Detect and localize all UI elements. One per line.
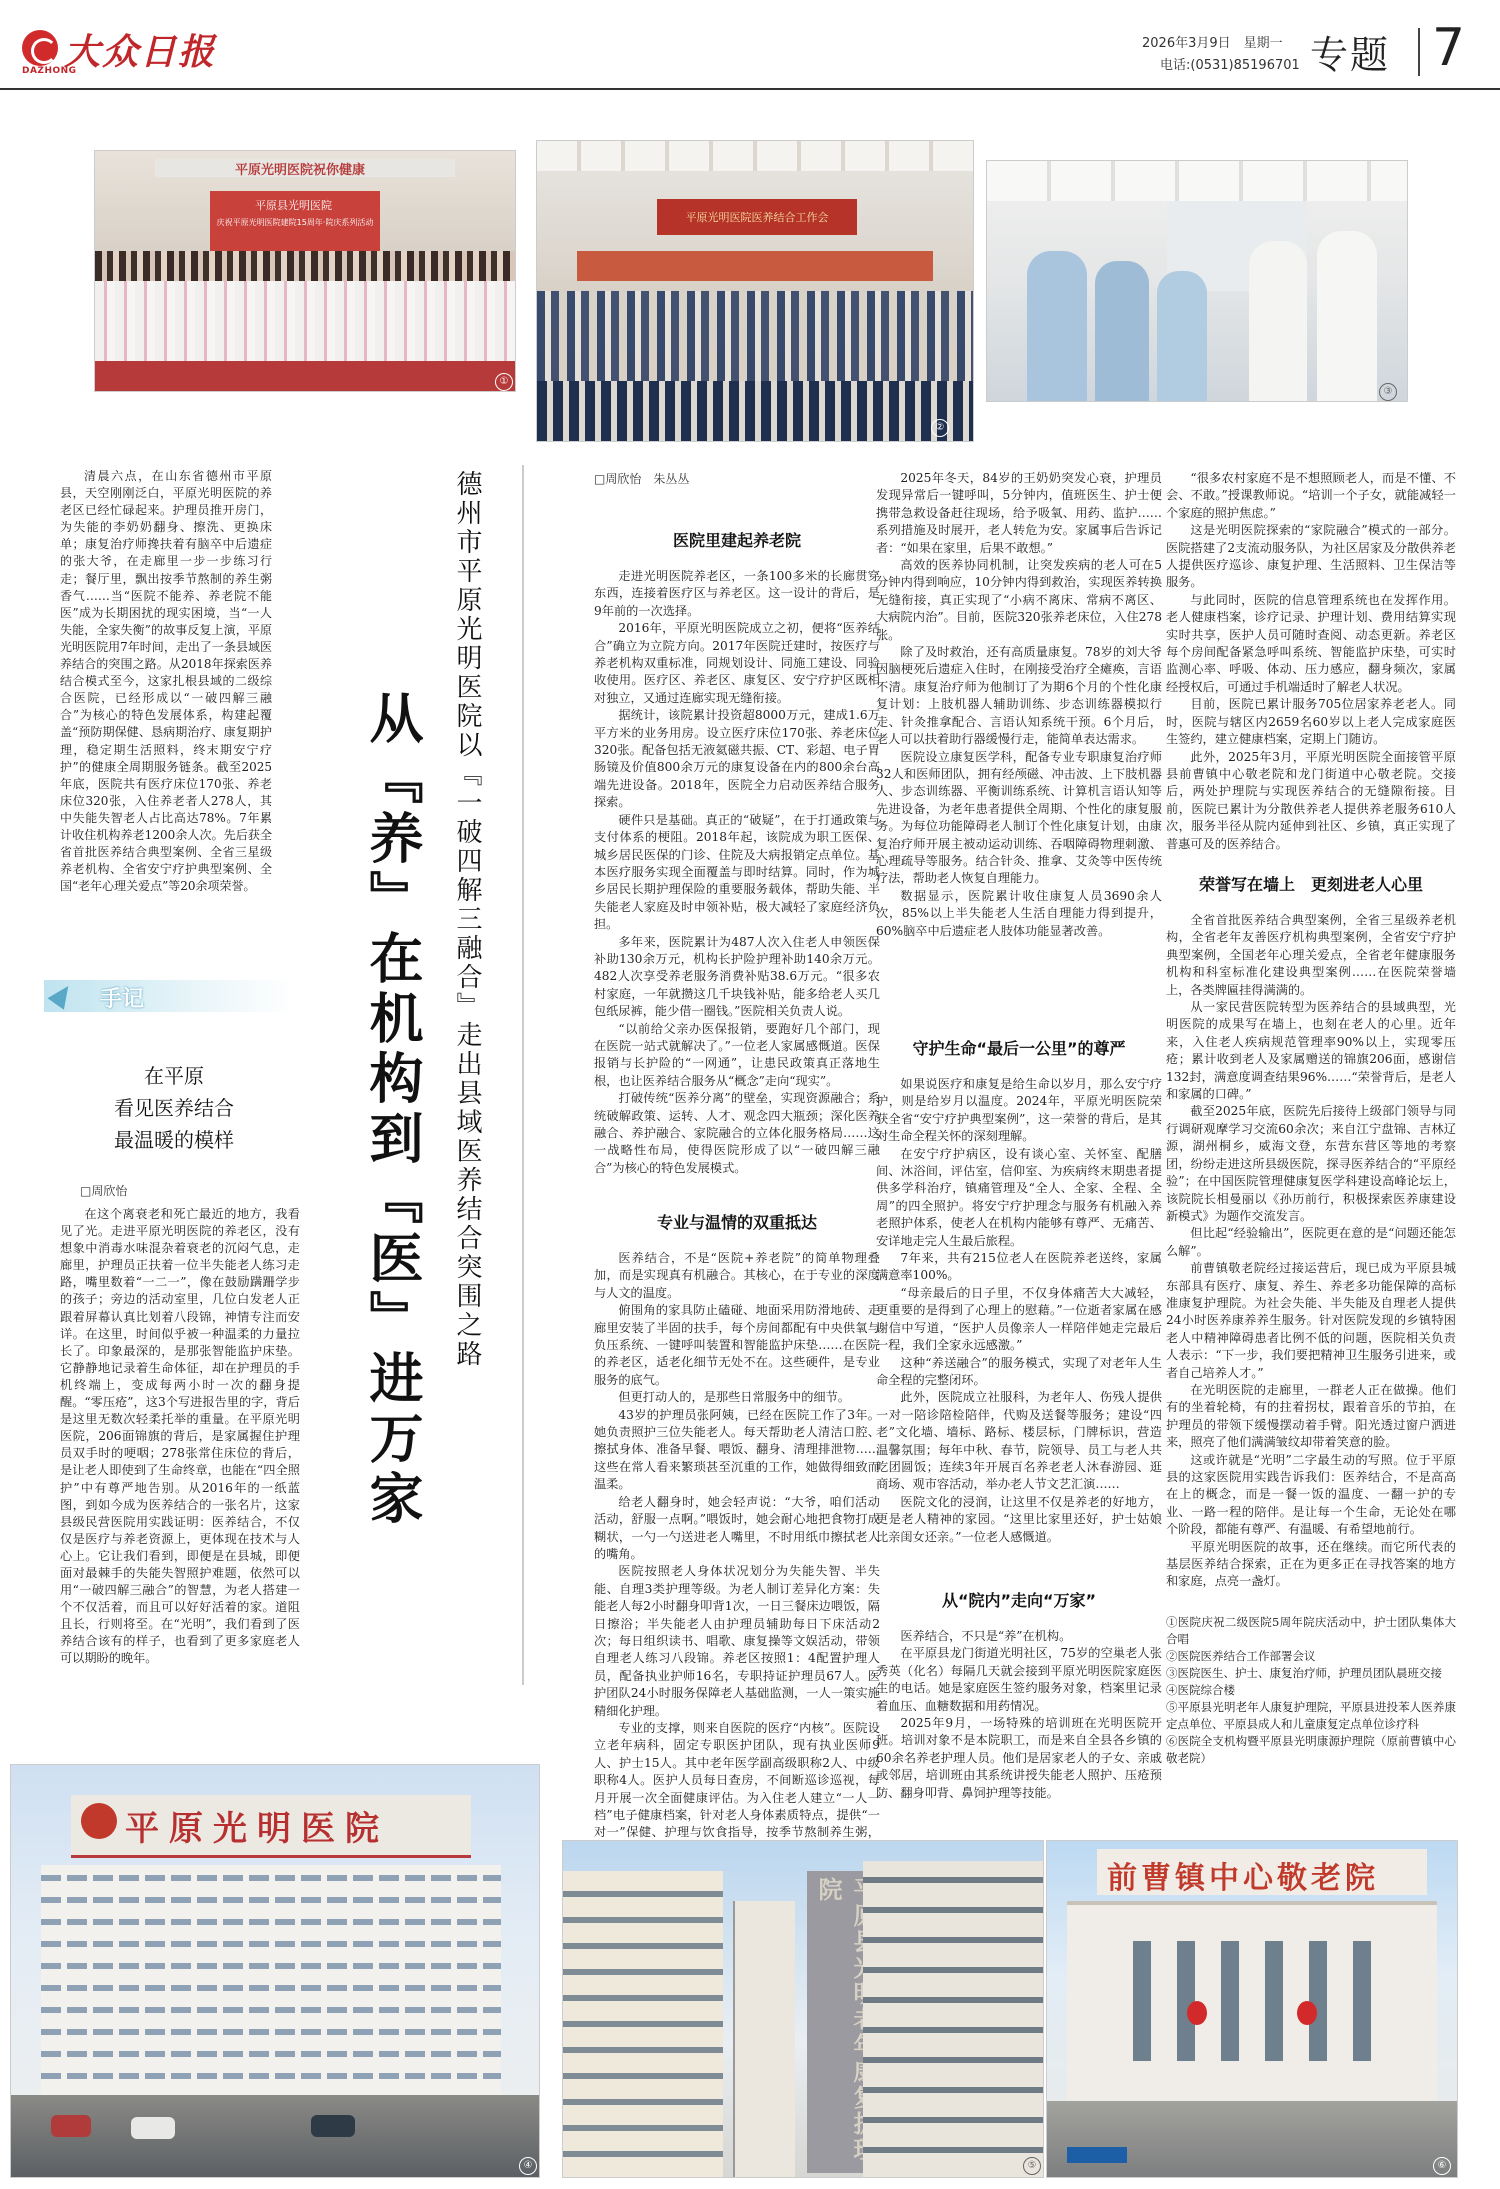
photo-hospital-building [10,1764,540,2178]
sidebar-title-line: 看见医养结合 [114,1096,234,1120]
banner-text: 庆祝平原光明医院建院15周年·院庆系列活动 [216,218,374,227]
photo-work-meeting [536,140,974,442]
section-heading: 专业与温情的双重抵达 [656,1213,817,1232]
article-column-2: 2025年冬天，84岁的王奶奶突发心衰，护理员发现异常后一键呼叫，5分钟内，值班医生、护士便携带急救设备赶往现场，给予吸氧、用药、监护……系列措施及时展开，老人转危为安。家属事后告诉记者：“如果在家里，后果不敢想。” 高效的医养协同机制，让突发疾病的老人可在5分钟内得到响应，10分钟内得到救治，实现医养转换无缝衔接，真正实现了“小病不离床、常病不离区、大病院内治”。目前，医院320张养老床位，入住278张。 除了及时救治，还有高质量康复。78岁的刘大爷因脑梗死后遗症入住时，在刚接受治疗全瘫痪，言语不清。康复治疗师为他制订了为期6个月的个性化康复计划：上肢机器人辅助训练、步态训练器模拟行走、针灸推拿配合、言语认知系统干预。6个月后，老人可以扶着助行器缓慢行走，能简单表达需求。 医院设立康复医学科，配备专业专职康复治疗师32人和医师团队，拥有经颅磁、冲击波、上下肢机器人、步态训练器、平衡训练系统、计算机言语认知等先进设备，为老年患者提供全周期、个性化的康复服务。为每位功能障碍老人制订个性化康复计划，由康复治疗师开展主被动运动训练、吞咽障碍物理刺激、心理疏导等服务。结合针灸、推拿、艾灸等中医传统疗法，帮助老人恢复自理能力。 数据显示，医院累计收住康复人员3690余人次，85%以上半失能老人生活自理能力得到提升，60%脑卒中后遗症老人肢体功能显著改善。 [876,471,1162,938]
section-heading: 从“院内”走向“万家” [941,1591,1097,1610]
photo-town-elderly-home [1046,1840,1458,2178]
lantern-icon [1297,2001,1317,2025]
section-heading: 守护生命“最后一公里”的尊严 [912,1039,1126,1058]
contact-phone: 电话:(0531)85196701 [1160,58,1300,73]
newspaper-logo-icon [22,30,58,66]
article-column-2b: 如果说医疗和康复是给生命以岁月，那么安宁疗护，则是给岁月以温度。2024年，平原光明医院荣获全省“安宁疗护典型案例”，这一荣誉的背后，是其对生命全程关怀的深刻理解。 在安宁疗护病区，设有谈心室、关怀室、配膳间、沐浴间，评估室，信仰室、为疾病终末期患者提供多学科治疗，镇痛管理及“全人、全家、全程、全周”的四全照护。将安宁疗护理念与服务有机融入养老照护体系，使老人在机构内能够有尊严、无痛苦、安详地走完人生最后旅程。 7年来，共有215位老人在医院养老送终，家属满意率100%。 “母亲最后的日子里，不仅身体痛苦大大减轻，更重要的是得到了心理上的慰藉。”一位逝者家属在感谢信中写道，“医护人员像亲人一样陪伴她走完最后一程，我们全家永远感激。” 这种“养送融合”的服务模式，实现了对老年人生命全程的完整闭环。 此外，医院成立社服科，为老年人、伤残人提供一对一陪诊陪检陪伴，代购及送餐等服务；建设“四老”文化墙、墙标、路标、楼层标，门牌标识，营造温馨氛围；每年中秋、春节，院领导、员工与老人共吃团圆饭；连续3年开展百名养老老人沐春游园、逛商场、观市容活动，举办老人节文艺汇演…… 医院文化的浸润，让这里不仅是养老的好地方，更是老人精神的家园。“这里比家里还好，护士姑娘比亲闺女还亲。”一位老人感慨道。 [876,1077,1162,1544]
photo-rehab-nursing-home [562,1840,1044,2178]
header-rule [0,88,1500,90]
sidebar-title-line: 在平原 [144,1064,204,1088]
page-number: 7 [1432,18,1466,78]
lantern-icon [1187,2001,1207,2025]
sidebar-body: 在这个离衰老和死亡最近的地方，我看见了光。走进平原光明医院的养老区，没有想象中消毒水味混杂着衰老的沉闷气息，走廊里，护理员正扶着一位半失能老人练习走路，嘴里数着“一二一”，像在鼓励蹒跚学步的孩子；旁边的活动室里，几位白发老人正跟着屏幕认真比划着八段锦，神情专注而安详。在这里，时间似乎被一种温柔的力量拉长了。印象最深的，是那张智能监护床垫。它静静地记录着生命体征，却在护理员的手机终端上，变成每两小时一次的翻身提醒。“零压疮”，这3个写进报告里的字，背后是这里无数次轻柔托举的重量。在平原光明医院，206面锦旗的背后，是家属握住护理员双手时的哽咽；278张常住床位的背后，是让老人即使到了生命终章，也能在“四全照护”中有尊严地告别。从2016年的一纸蓝图，到如今成为医养结合的一张名片，这家县级民营医院用实践证明：医养结合，不仅仅是医疗与养老资源上，更体现在技术与人心上。它让我们看到，即便是在县城，即便面对最棘手的失能失智照护难题，依然可以用“一破四解三融合”的智慧，为老人搭建一个不仅活着，而且可以好好活着的家。道阻且长，行则将至。在“光明”，我们看到了医养结合该有的样子，也看到了更多家庭老人可以期盼的晚年。 [60,1207,300,1666]
photo-number-tag: ② [931,419,949,437]
photo-shift-handover [986,160,1408,402]
newspaper-logo-text: 大众日报 [64,31,217,73]
article-column-3: “很多农村家庭不是不想照顾老人，而是不懂、不会、不敢。”授课教师说。“培训一个子女，就能减轻一个家庭的照护焦虑。” 这是光明医院探索的“家院融合”模式的一部分。医院搭建了2支流动服务队，为社区居家及分散供养老人提供医疗巡诊、康复护理、生活照料、卫生保洁等服务。 与此同时，医院的信息管理系统也在发挥作用。老人健康档案，诊疗记录、护理计划、费用结算实现实时共享，医护人员可随时查阅、动态更新。养老区每个房间配备紧急呼叫系统、智能监护床垫，可实时监测心率、呼吸、体动、压力感应，翻身频次，家属经授权后，可通过手机端适时了解老人状况。 目前，医院已累计服务705位居家养老老人。同时，医院与辖区内2659名60岁以上老人完成家庭医生签约，建立健康档案，定期上门随访。 此外，2025年3月，平原光明医院全面接管平原县前曹镇中心敬老院和龙门街道中心敬老院。交接后，两处护理院与实现医养结合的无缝隙衔接。目前，医院已累计为分散供养老人提供养老服务610人次，服务半径从院内延伸到社区、乡镇，真正实现了普惠可及的医养结合。 [1166,471,1456,851]
article-column-1b: 医养结合，不是“医院+养老院”的简单物理叠加，而是实现真有机融合。其核心，在于专业的深度与人文的温度。 俯围角的家具防止磕碰、地面采用防滑地砖、走廊里安装了半固的扶手，每个房间都配有中央供氧与负压系统、一键呼叫装置和智能监护床垫……在医院的养老区，适老化细节无处不在。这些硬件，是专业服务的底气。 但更打动人的，是那些日常服务中的细节。 43岁的护理员张阿姨，已经在医院工作了3年。她负责照护三位失能老人。每天帮助老人清洁口腔、擦拭身体、准备早餐、喂饭、翻身、清理排泄物……这些在常人看来繁琐甚至沉重的工作，她做得细致而温柔。 给老人翻身时，她会轻声说：“大爷，咱们活动活动，舒服一点啊。”喂饭时，她会耐心地把食物打成糊状，一勺一勺送进老人嘴里，不时用纸巾擦拭老人的嘴角。 医院按照老人身体状况划分为失能失智、半失能、自理3类护理等级。为老人制订差异化方案：失能老人每2小时翻身叩背1次，一日三餐床边喂饭，隔日擦浴；半失能老人由护理员辅助每日下床活动2次；每日组织读书、唱歌、康复操等文娱活动，带领自理老人练习八段锦。养老区按照1：4配置护理人员，配备执业护师16名，专职持证护理员67人。医护团队24小时服务保障老人基础监测，一人一策实施精细化护理。 专业的支撑，则来自医院的医疗“内核”。医院设立老年病科，固定专职医护团队，现有执业医师9人、护士15人。其中老年医学副高级职称2人、中级职称4人。医护人员每日查房，不间断巡诊巡视，每月开展一次全面健康评估。为入住老人建立“一人一档”电子健康档案，针对老人身体素质特点，提供“一对一”保健、护理与饮食指导，按季节熬制养生粥， [594,1251,880,1840]
issue-date: 2026年3月9日 星期一 [1142,36,1283,51]
feather-icon [47,980,76,1009]
sidebar-badge-label: 手记 [100,987,145,1012]
section-heading: 荣誉写在墙上 更刻进老人心里 [1198,875,1423,894]
photo-number-tag: ① [495,373,513,391]
header-divider [1418,28,1420,76]
article-byline: □周欣怡 朱丛丛 [594,472,690,486]
main-headline: 从『养』在机构到『医』进万家 [361,690,424,1530]
lead-paragraph: 清晨六点，在山东省德州市平原县，天空刚刚泛白，平原光明医院的养老区已经忙碌起来。护理员推开房门，为失能的李奶奶翻身、擦洗、更换床单；康复治疗师搀扶着有脑卒中后遗症的张大爷，在走廊里一步一步练习行走；餐厅里，飘出按季节熬制的养生粥香气……当“医院不能养、养老院不能医”成为长期困扰的现实困境，当“一人失能，全家失衡”的故事反复上演，平原光明医院用7年时间，走出了一条县域医养结合的突围之路。从2018年探索医养结合模式至今，这家扎根县域的二级综合医院，已经形成以“一破四解三融合”为核心的特色发展体系，构建起覆盖“预防期保健、恳病期治疗、康复期护理，稳定期生活照料，终末期安宁疗护”的健康全周期服务链条。截至2025年底，医院共有医疗床位170张、养老床位320张，入住养老者人278人，其中失能失智老人占比高达78%。7年累计收住机构养老1200余人次。先后获全省首批医养结合典型案例、全省三星级养老机构、全省安宁疗护典型案例、全国“老年心理关爱点”等20余项荣誉。 [60,469,272,894]
photo-number-tag: ④ [519,2157,537,2175]
photo-number-tag: ⑥ [1433,2157,1451,2175]
photo-number-tag: ⑤ [1023,2157,1041,2175]
hospital-cross-icon [81,1803,117,1839]
banner-text: 平原县光明医院 [255,199,332,212]
photo-nurse-choir [94,150,516,392]
photo-number-tag: ③ [1379,383,1397,401]
section-name: 专题 [1310,33,1391,77]
masthead [0,0,1500,92]
banner-text: 平原光明医院医养结合工作会 [685,211,829,224]
sidebar-title [60,1060,288,1156]
sidebar-byline: □周欣怡 [80,1184,128,1198]
building-sign: 前曹镇中心敬老院 [1107,1861,1379,1896]
article-column-1: 走进光明医院养老区，一条100多米的长廊贯穿东西，连接着医疗区与养老区。这一设计的背后，是9年前的一次选择。 2016年，平原光明医院成立之初，便将“医养结合”确立为立院方向。2017年医院迁建时，按医疗与养老机构双重标准，同规划设计、同施工建设、同验收使用。医疗区、养老区、康复区、安宁疗护区既相对独立，又通过连廊实现无缝衔接。 据统计，该院累计投资超8000万元，建成1.6万平方米的业务用房。设立医疗床位170张、养老床位320张。配备包括无液氦磁共振、CT、彩超、电子胃肠镜及价值800余万元的康复设备在内的800余台高端先进设备。2018年，医院全力启动医养结合服务探索。 硬件只是基础。真正的“破疑”，在于打通政策与支付体系的梗阻。2018年起，该院成为职工医保、城乡居民医保的门诊、住院及大病报销定点单位。基本医疗服务实现全面覆盖与即时结算。同时，作为城乡居民长期护理保险的重要服务载体，帮助失能、半失能老人家庭及时申领补贴，极大减轻了家庭经济负担。 多年来，医院累计为487人次入住老人申领医保补助130余万元，机构长护险护理补助140余万元。482人次享受养老服务消费补贴38.6万元。“很多农村家庭，一年就攒这几千块钱补贴，能多给老人买几包纸尿裤，能少借一圈钱。”医院相关负责人说。 “以前给父亲办医保报销，要跑好几个部门，现在医院一站式就解决了。”一位老人家属感慨道。医保报销与长护险的“一网通”，让患民政策真正落地生根，也让医养结合服务从“概念”走向“现实”。 打破传统“医养分离”的壁垒，实现资源融合；系统破解政策、运转、人才、观念四大瓶颈；深化医养融合、养护融合、家院融合的立体化服务格局……这一战略性布局，使得医院形成了以“一破四解三融合”为核心的特色发展模式。 [594,569,880,1175]
article-column-2c: 医养结合，不只是“养”在机构。 在平原县龙门街道光明社区，75岁的空巢老人张秀英（化名）每隔几天就会接到平原光明医院家庭医生的电话。她是家庭医生签约服务对象，档案里记录着血压、血糖数据和用药情况。 2025年9月，一场特殊的培训班在光明医院开班。培训对象不是本院职工，而是来自全县各乡镇的60余名养老护理人员。他们是居家老人的子女、亲戚或邻居，培训班由其系统讲授失能老人照护、压疮预防、翻身叩背、鼻饲护理等技能。 [876,1629,1162,1800]
headline-divider [522,465,524,1685]
sub-headline: 德州市平原光明医院以『一破四解三融合』走出县域医养结合突围之路 [452,470,482,1369]
building-sign: 平原光明医院 [125,1809,389,1849]
article-column-3b: 全省首批医养结合典型案例，全省三星级养老机构，全省老年友善医疗机构典型案例，全省安宁疗护典型案例，全国老年心理关爱点，全省老年健康服务机构和科室标准化建设典型案例……在医院荣誉墙上，各类牌匾挂得满满的。 从一家民营医院转型为医养结合的县域典型，光明医院的成果写在墙上，也刻在老人的心里。近年来，入住老人疾病规范管理率90%以上，实现零压疮；累计收到老人及家属赠送的锦旗206面，感谢信132封，满意度调查结果96%……“荣誉背后，是老人和家属的口碑。” 截至2025年底，医院先后接待上级部门领导与同行调研观摩学习交流60余次；来自江宁盘锦、吉林辽源，湖州桐乡，威海文登，东营东营区等地的考察团，纷纷走进这所县级医院，探寻医养结合的“平原经验”；在中国医院管理健康复医学科建设高峰论坛上，该院院长相曼丽以《孙历前行，积极探索医养康建设新模式》为题作交流发言。 但比起“经验输出”，医院更在意的是“问题还能怎么解”。 前曹镇敬老院经过接运营后，现已成为平原县城东部具有医疗、康复、养生、养老多功能保障的高标准康复护理院。为社会失能、半失能及自理老人提供24小时医养康养养生服务。针对医院发现的乡镇特困老人中精神障碍患者比例不低的问题，医院相关负责人表示：“下一步，我们要把精神卫生服务引进来，或者自己培养人才。” 在光明医院的走廊里，一群老人正在做操。他们有的坐着轮椅，有的拄着拐杖，跟着音乐的节拍，在护理员的带领下缓慢摆动着手臂。阳光透过窗户洒进来，照亮了他们满满皱纹却带着笑意的脸。 这或许就是“光明”二字最生动的写照。位于平原县的这家医院用实践告诉我们：医养结合，不是高高在上的概念，而是一餐一饭的温度、一翻一护的专业、一路一程的陪伴。是让每一个生命，无论处在哪个阶段，都能有尊严、有温暖、有希望地前行。 平原光明医院的故事，还在继续。而它所代表的基层医养结合探索，正在为更多正在寻找答案的地方和家庭，点亮一盏灯。 [1166,913,1456,1589]
newspaper-logo-sub: DAZHONG [22,66,77,76]
sidebar-badge [44,980,294,1012]
photo-captions: ①医院庆祝二级医院5周年院庆活动中，护士团队集体大合唱 ②医院医养结合工作部署会议 ③医院医生、护士、康复治疗师，护理员团队晨班交接 ④医院综合楼 ⑤平原县光明老年人康复护理院，平原县进投苯人医养康定点单位、平原县成人和儿童康复定点单位诊疗科 ⑥医院全支机构暨平原县光明康源护理院（原前曹镇中心敬老院） [1166,1615,1456,1765]
section-heading: 医院里建起养老院 [672,531,801,550]
banner-text: 平原光明医院祝你健康 [235,163,366,178]
sidebar-title-line: 最温暖的模样 [114,1128,234,1152]
vertical-sign: 院 [807,1871,885,2173]
